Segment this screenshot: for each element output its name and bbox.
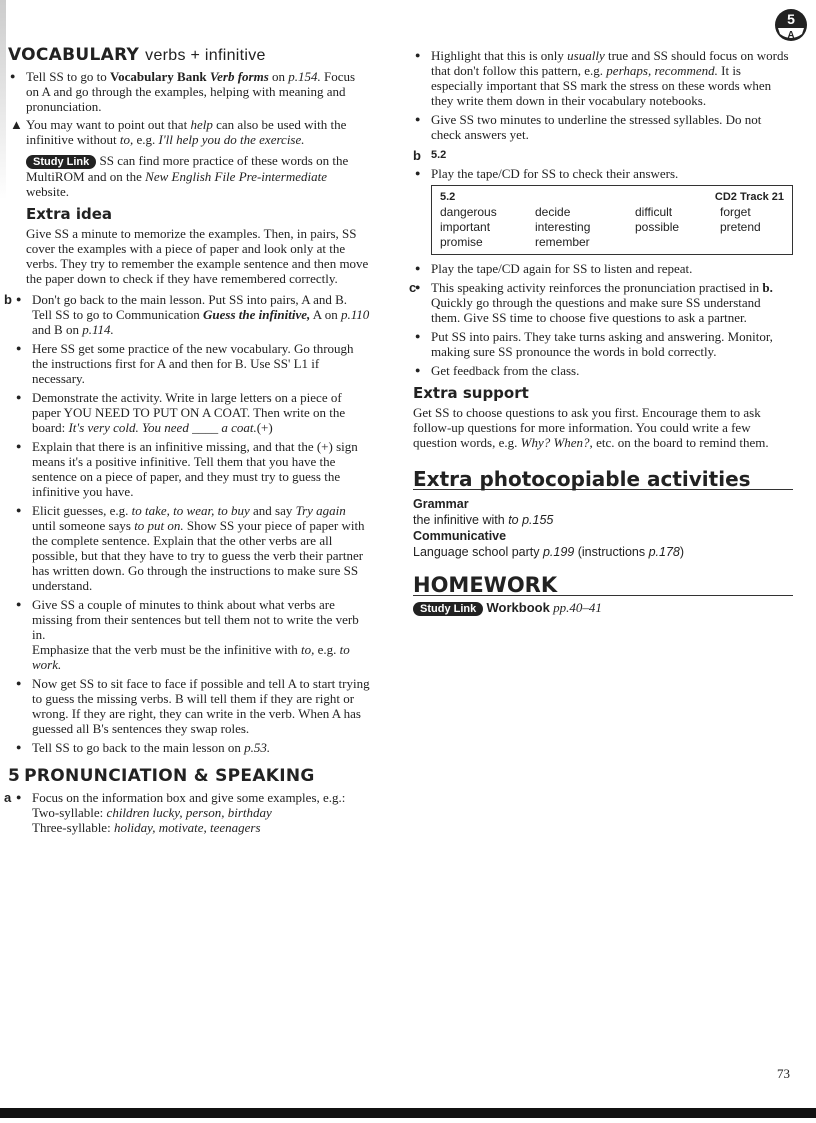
unit-badge [774, 8, 808, 42]
study-link-badge: Study Link [26, 155, 96, 169]
study-link-note: Study Link SS can find more practice of these words on the MultiROM and on the New English File Pre-intermediate website. [26, 153, 349, 199]
grammar-label: Grammar [413, 497, 469, 511]
section-b-right [413, 148, 793, 276]
grammar-item: the infinitive with to p.155 [413, 513, 554, 527]
extra-support-heading: Extra support [413, 384, 529, 402]
word-grid [440, 205, 784, 250]
list-item: ● Here SS get some practice of the new vocabulary. Go through the instructions first for A and then for B. Use SS' L1 if necessary. [14, 341, 370, 386]
vocabulary-heading [8, 45, 370, 65]
list-item: ● Elicit guesses, e.g. to take, to wear, to buy and say Try again until someone says to put on. Show SS your piece of paper with the complete sentence. Explain that the other verbs are all possible, but that they have to try to guess the verb their partner has written down. Go through the instructions to make sure SS understand. [14, 503, 370, 593]
list-item: ● Give SS a couple of minutes to think about what verbs are missing from their sentences but tell them not to write the verb in. Emphasize that the verb must be the infinitive with to, e.g. to work. [14, 597, 370, 672]
list-item: ● Demonstrate the activity. Write in large letters on a piece of paper YOU NEED TO PUT ON A COAT. Then write on the board: It's very cold. You need ____ a coat.(+) [14, 390, 370, 435]
list-item: ● Don't go back to the main lesson. Put SS into pairs, A and B. Tell SS to go to Communication Guess the infinitive, A on p.110 and B on p.114. [14, 292, 370, 337]
box-code: 5.2 [440, 191, 456, 203]
workbook-label: Workbook [486, 600, 550, 615]
word: forget [720, 205, 751, 219]
step-c-label: c [409, 280, 417, 295]
vocabulary-title: VOCABULARY [8, 45, 140, 65]
photocopiable-list [413, 496, 793, 560]
section-b-left [4, 292, 370, 755]
page-number: 73 [777, 1066, 790, 1081]
communicative-label: Communicative [413, 529, 507, 543]
extra-support-text: Get SS to choose questions to ask you first. Encourage them to ask follow-up questions for more information. You could write a few question words, e.g. Why? When?, etc. on the board to remind them. [413, 405, 769, 450]
list-item: ● Focus on the information box and give some examples, e.g.: Two-syllable: children lucky, person, birthday Three-syllable: holiday, motivate, teenagers [14, 790, 370, 835]
right-column [409, 48, 793, 616]
list-item: ● Explain that there is an infinitive missing, and that the (+) sign means it's a positive infinitive. Tell them that you have the sentence on a piece of paper, and they must try to guess the infinitive you have. [14, 439, 370, 499]
left-column [4, 45, 370, 839]
list-item: ● Put SS into pairs. They take turns asking and answering. Monitor, making sure SS pronounce the words in bold correctly. [413, 329, 793, 359]
track-label: 5.2 [431, 149, 447, 161]
homework-line [413, 600, 793, 616]
word: difficult [635, 205, 673, 219]
homework-heading: HOMEWORK [413, 578, 793, 596]
word: interesting [535, 220, 591, 234]
list-item: ● This speaking activity reinforces the pronunciation practised in b. Quickly go through the questions and make sure SS understand them. Give SS time to choose five questions to ask a partner. [413, 280, 793, 325]
scan-edge [0, 0, 6, 200]
step-a-label: a [4, 790, 12, 805]
word: possible [635, 220, 680, 234]
word: remember [535, 235, 590, 249]
list-item: ● Give SS two minutes to underline the stressed syllables. Do not check answers yet. [413, 112, 793, 142]
vocabulary-subtitle: verbs + infinitive [145, 47, 266, 64]
badge-number: 5 [787, 11, 795, 27]
word: dangerous [440, 205, 497, 219]
word: promise [440, 235, 483, 249]
extra-idea-text: Give SS a minute to memorize the examples. Then, in pairs, SS cover the examples with a piece of paper and look only at the verbs. They try to remember the example sentence and then move the paper down to check if they have remembered correctly. [26, 226, 369, 286]
list-item: ● Play the tape/CD for SS to check their answers. [413, 166, 793, 181]
extra-idea-heading: Extra idea [26, 205, 113, 223]
section-c [409, 280, 793, 378]
word: important [440, 220, 491, 234]
workbook-pages: pp.40–41 [549, 600, 602, 615]
word: pretend [720, 220, 761, 234]
audio-script-box [431, 185, 793, 255]
bottom-bar [0, 1108, 816, 1118]
list-item: ● Get feedback from the class. [413, 363, 793, 378]
word: decide [535, 205, 571, 219]
list-item: ● Highlight that this is only usually true and SS should focus on words that don't follow this pattern, e.g. perhaps, recommend. It is especially important that SS mark the stress on these words when they write them down in their vocabulary notebooks. [413, 48, 793, 108]
list-item: ● Now get SS to sit face to face if possible and tell A to start trying to guess the missing verbs. B will tell them if they are right or wrong. If they are right, they can write in the verb. When A has guessed all B's sentences they swap roles. [14, 676, 370, 736]
warning-icon: ▲ [10, 117, 23, 132]
badge-letter: A [787, 30, 795, 41]
homework-study-link-badge: Study Link [413, 602, 483, 616]
vocab-para-2: ▲ You may want to point out that help can also be used with the infinitive without to, e.g. I'll help you do the exercise. [10, 117, 347, 147]
step-b-label: b [4, 292, 12, 307]
box-track: CD2 Track 21 [714, 191, 784, 203]
list-item: ● Tell SS to go back to the main lesson on p.53. [14, 740, 370, 755]
vocab-para-1: ● Tell SS to go to Vocabulary Bank Verb forms on p.154. Focus on A and go through the examples, helping with meaning and pronunciation. [10, 69, 356, 114]
step-b-right-label: b [413, 148, 421, 163]
list-item: ● Play the tape/CD again for SS to listen and repeat. [413, 261, 793, 276]
photocopiable-heading: Extra photocopiable activities [413, 472, 793, 490]
section-a-pron [4, 790, 370, 835]
pronunciation-heading: 5 PRONUNCIATION & SPEAKING [8, 766, 315, 786]
communicative-item: Language school party p.199 (instructions p.178) [413, 545, 685, 559]
